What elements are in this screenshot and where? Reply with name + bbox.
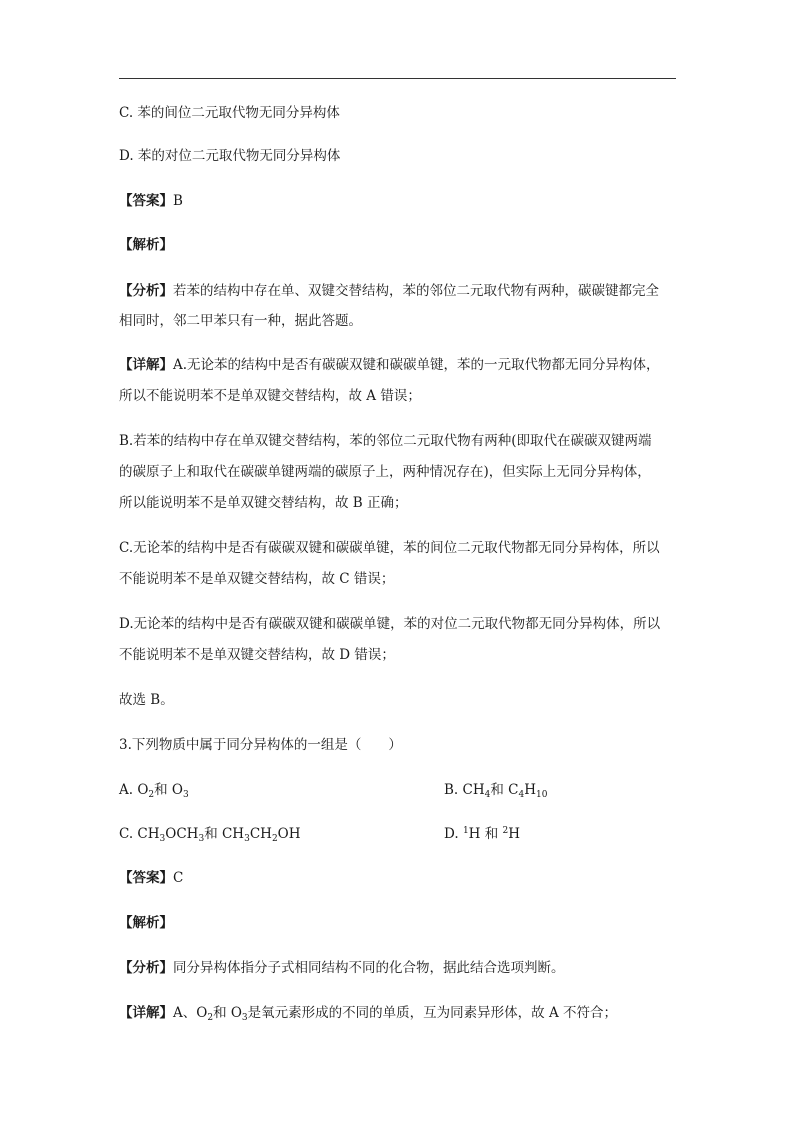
q3-xiangjie-tag: 【详解】 <box>119 1005 173 1021</box>
conclusion-line: 故选 B。 <box>119 692 174 708</box>
xiangjie-a-line-2: 所以不能说明苯不是单双键交替结构，故 A 错误； <box>119 388 421 404</box>
q3-fenxi-line <box>119 959 565 977</box>
xiangjie-b-line-3: 所以能说明苯不是单双键交替结构，故 B 正确； <box>119 495 408 511</box>
fenxi-text: 若苯的结构中存在单、双键交替结构，苯的邻位二元取代物有两种，碳碳键都完全 <box>173 283 659 299</box>
question-3-stem: 3.下列物质中属于同分异构体的一组是（ ） <box>119 737 402 753</box>
q3-answer-line <box>119 869 183 887</box>
answer-tag: 【答案】 <box>119 193 173 209</box>
fenxi-line-2: 相同时，邻二甲苯只有一种，据此答题。 <box>119 313 362 329</box>
xiangjie-tag: 【详解】 <box>119 357 173 373</box>
q3-fenxi-text: 同分异构体指分子式相同结构不同的化合物，据此结合选项判断。 <box>173 960 565 976</box>
q3-option-b: B. $CH_4$和 $C_4H_{10}$ <box>444 782 548 800</box>
q3-answer-value: C <box>173 870 184 886</box>
xiangjie-d-line-2: 不能说明苯不是单双键交替结构，故 D 错误； <box>119 647 395 663</box>
q3-option-c: C. $CH_3OCH_3$和 $CH_3CH_2OH$ <box>119 826 301 844</box>
xiangjie-b-line-1: B.若苯的结构中存在单双键交替结构，苯的邻位二元取代物有两种(即取代在碳碳双键两端 <box>119 433 652 449</box>
answer-line <box>119 192 183 210</box>
fenxi-tag: 【分析】 <box>119 283 173 299</box>
xiangjie-b-line-2: 的碳原子上和取代在碳碳单键两端的碳原子上，两种情况存在)，但实际上无同分异构体， <box>119 464 651 480</box>
option-d-line: D. 苯的对位二元取代物无同分异构体 <box>119 148 341 164</box>
option-c-line: C. 苯的间位二元取代物无同分异构体 <box>119 105 340 121</box>
xiangjie-a-line-1 <box>119 356 660 374</box>
xiangjie-c-line-1: C.无论苯的结构中是否有碳碳双键和碳碳单键，苯的间位二元取代物都无同分异构体，所以 <box>119 540 660 556</box>
analysis-heading: 【解析】 <box>119 237 173 253</box>
q3-option-d: D. $^1$H 和 $^2$H <box>444 826 521 842</box>
answer-value: B <box>173 193 183 209</box>
xiangjie-a-text: A.无论苯的结构中是否有碳碳双键和碳碳单键，苯的一元取代物都无同分异构体， <box>173 357 660 373</box>
q3-analysis-heading: 【解析】 <box>119 915 173 931</box>
header-rule <box>119 78 676 79</box>
xiangjie-c-line-2: 不能说明苯不是单双键交替结构，故 C 错误； <box>119 571 395 587</box>
q3-xiangjie-line: 【详解】A、$O_2$和 $O_3$是氧元素形成的不同的单质，互为同素异形体，故 A 不符合； <box>119 1005 617 1023</box>
xiangjie-d-line-1: D.无论苯的结构中是否有碳碳双键和碳碳单键，苯的对位二元取代物都无同分异构体，所以 <box>119 616 661 632</box>
q3-answer-tag: 【答案】 <box>119 870 173 886</box>
fenxi-line-1 <box>119 282 659 300</box>
q3-fenxi-tag: 【分析】 <box>119 960 173 976</box>
q3-option-a: A. $O_2$和 $O_3$ <box>119 782 189 800</box>
